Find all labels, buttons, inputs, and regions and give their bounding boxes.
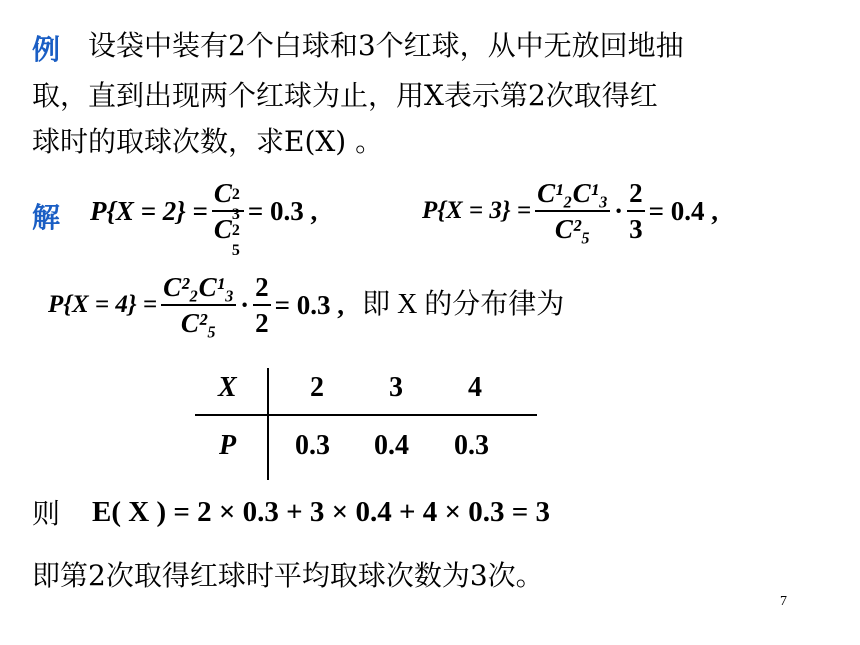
dot-operator: · — [614, 195, 624, 226]
example-label: 例 — [32, 33, 61, 66]
eq2-fraction-1: $\frac{\text{C¹₂C¹₃}}{\text{C²₅}}$ — [537, 178, 609, 244]
dot-operator: · — [240, 289, 250, 320]
eq2-lhs: P{X = 3} = — [422, 197, 532, 224]
problem-line-2: 取，直到出现两个红球为止，用X表示第2次取得红 — [32, 79, 658, 112]
table-header-x: X — [218, 372, 237, 403]
conclusion-text: 即第2次取得红球时平均取球次数为3次。 — [32, 559, 544, 592]
table-cell-0-3-b: 0.3 — [454, 430, 489, 461]
table-horizontal-rule — [195, 414, 537, 416]
page-number: 7 — [780, 594, 787, 609]
expectation-formula: E( X ) = 2 × 0.3 + 3 × 0.4 + 4 × 0.3 = 3 — [92, 496, 551, 528]
table-cell-0-4: 0.4 — [374, 430, 409, 461]
problem-line-1: 设袋中装有2个白球和3个红球，从中无放回地抽 — [88, 29, 684, 62]
eq2-rhs: = 0.4 , — [648, 195, 719, 226]
solution-label: 解 — [32, 201, 61, 234]
table-header-4: 4 — [468, 372, 482, 403]
expectation-label: 则 — [32, 497, 61, 530]
table-vertical-rule — [267, 368, 269, 480]
equation-p-x-3 — [422, 176, 718, 246]
equation-p-x-2 — [90, 176, 318, 259]
eq3-fraction-2: $\frac{2}{2}$ — [255, 272, 269, 338]
eq3-tail-text: 即 X 的分布律为 — [362, 289, 565, 320]
equation-p-x-4 — [48, 270, 564, 340]
eq3-rhs: = 0.3 , — [274, 289, 345, 320]
table-header-3: 3 — [389, 372, 403, 403]
eq2-fraction-2: $\frac{2}{3}$ — [629, 178, 643, 244]
eq1-fraction: C 2 3 C 2 5 — [212, 176, 244, 246]
eq1-rhs: = 0.3 , — [247, 195, 318, 226]
problem-line-3: 球时的取球次数，求E(X) 。 — [32, 125, 384, 158]
table-cell-0-3-a: 0.3 — [295, 430, 330, 461]
eq3-lhs: P{X = 4} = — [48, 291, 158, 318]
table-header-2: 2 — [310, 372, 324, 403]
table-row-p: P — [219, 430, 237, 461]
eq1-lhs: P{X = 2} = — [90, 195, 208, 226]
eq3-fraction-1: $\frac{\text{C²₂C¹₃}}{\text{C²₅}}$ — [163, 272, 235, 338]
